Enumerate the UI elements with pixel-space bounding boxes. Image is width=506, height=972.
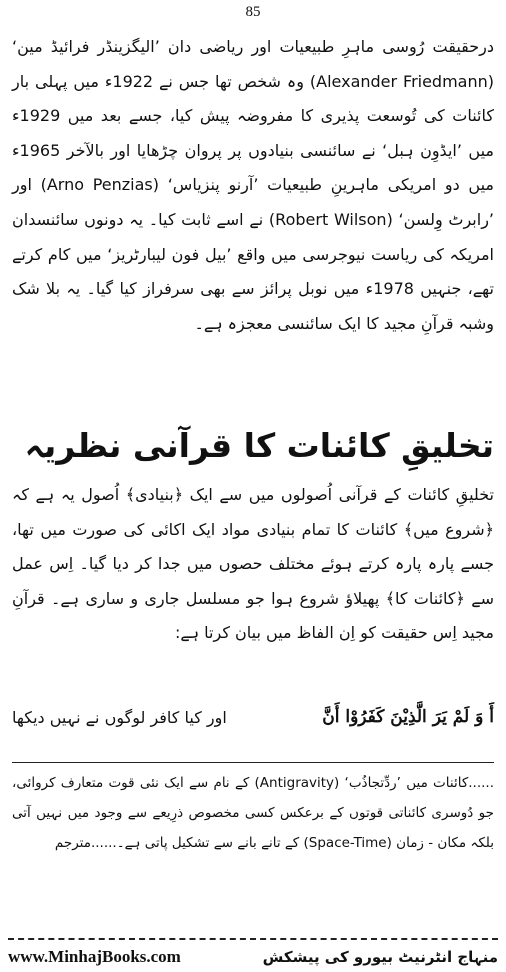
footnote-divider [12,762,494,763]
footer-url: www.MinhajBooks.com [8,947,181,966]
verse-arabic: أَ وَ لَمْ يَرَ الَّذِيْنَ كَفَرُوْا أَنَّ [322,707,494,727]
page-number: 85 [245,4,261,20]
footer-credit: منہاج انٹرنیٹ بیورو کی پیشکش [262,948,498,966]
footer-divider [8,938,498,940]
section-heading: تخلیقِ کائنات کا قرآنی نظریہ [24,426,494,465]
verse-translation: اور کیا کافر لوگوں نے نہیں دیکھا [12,707,227,727]
body-paragraph-2: تخلیقِ کائنات کے قرآنی اُصولوں میں سے ایک ﴿بنیادی﴾ اُصول یہ ہے کہ ﴿شروع میں﴾ کائنات کا تمام بنیادی مواد ایک اکائی کی صورت میں تھا، جسے پارہ پارہ کرتے ہوئے مختلف حصوں میں جدا کر دیا گیا۔ اِس عمل سے ﴿کائنات کا﴾ پھیلاؤ شروع ہوا جو مسلسل جاری و ساری ہے۔ قرآنِ مجید اِس حقیقت کو اِن الفاظ میں بیان کرتا ہے: [12,485,494,643]
footnote: ......کائنات میں ’ردِّتجاذُب‘ (Antigravity) کے نام سے ایک نئی قوت متعارف کروائی، جو دُوسری کائناتی قوتوں کے برعکس کسی مخصوص ذرِیعے سے وجود میں نہیں آتی بلکہ مکان - زمان (Space-Time) کے تانے بانے سے تشکیل پاتی ہے۔......مترجم [12,775,494,851]
page-footer [8,944,498,970]
body-paragraph-1: درحقیقت رُوسی ماہرِ طبیعیات اور ریاضی دان ’الیگزینڈر فرائیڈ مین‘ (Alexander Friedmann) وہ شخص تھا جس نے 1922ء میں پہلی بار کائنات کی تُوسعت پذیری کا مفروضہ پیش کیا، جسے بعد میں 1929ء میں ’ایڈوِن ہبل‘ نے سائنسی بنیادوں پر پروان چڑھایا اور بالآخر 1965ء میں دو امریکی ماہرینِ طبیعیات ’آرنو پنزیاس‘ (Arno Penzias) اور ’رابرٹ وِلسن‘ (Robert Wilson) نے اسے ثابت کیا۔ یہ دونوں سائنسدان امریکہ کی ریاست نیوجرسی میں واقع ’بیل فون لیبارٹریز‘ میں کام کرتے تھے، جنہیں 1978ء میں نوبل پرائز سے بھی سرفراز کیا گیا۔ یہ بلا شک وشبہ قرآنِ مجید کا ایک سائنسی معجزہ ہے۔ [12,37,495,333]
quran-verse-row [12,700,494,734]
